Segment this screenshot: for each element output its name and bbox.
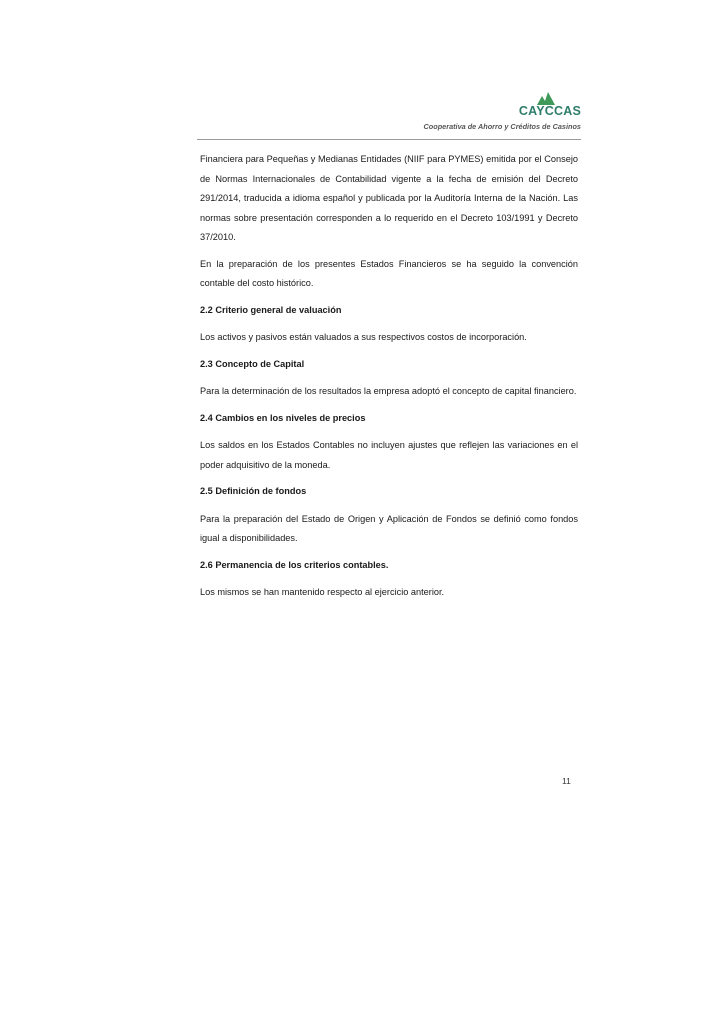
intro-paragraph: Financiera para Pequeñas y Medianas Entidades (NIIF para PYMES) emitida por el Consejo de Normas Internacionales de Contabilidad vigente a la fecha de emisión del Decreto 291/2014, traducida a idioma español y publicada por la Auditoría Interna de la Nación. Las normas sobre presentación corresponden a lo requerido en el Decreto 103/1991 y Decreto 37/2010. [200, 154, 578, 242]
section-text-2-3: Para la determinación de los resultados la empresa adoptó el concepto de capital financiero. [200, 386, 577, 396]
section-heading-2-2: 2.2 Criterio general de valuación [200, 304, 342, 315]
section-text-2-2: Los activos y pasivos están valuados a sus respectivos costos de incorporación. [200, 332, 527, 342]
section-heading-2-4: 2.4 Cambios en los niveles de precios [200, 412, 366, 423]
section-text-2-6: Los mismos se han mantenido respecto al ejercicio anterior. [200, 587, 445, 597]
header-tagline: Cooperativa de Ahorro y Créditos de Casinos [423, 122, 581, 131]
company-logo [511, 92, 581, 122]
section-heading-2-6: 2.6 Permanencia de los criterios contables. [200, 559, 389, 570]
page-number: 11 [562, 776, 571, 786]
header-divider [197, 139, 581, 140]
section-heading-2-5: 2.5 Definición de fondos [200, 486, 307, 496]
section-text-2-4: Los saldos en los Estados Contables no incluyen ajustes que reflejen las variaciones en el poder adquisitivo de la moneda. [200, 440, 578, 470]
section-heading-2-3: 2.3 Concepto de Capital [200, 358, 305, 369]
document-body [200, 150, 578, 610]
logo-text: CAYCCAS [518, 104, 581, 118]
cost-paragraph: En la preparación de los presentes Estados Financieros se ha seguido la convención contable del costo histórico. [200, 258, 578, 288]
page-header [197, 92, 581, 140]
section-text-2-5: Para la preparación del Estado de Origen y Aplicación de Fondos se definió como fondos igual a disponibilidades. [200, 513, 578, 543]
